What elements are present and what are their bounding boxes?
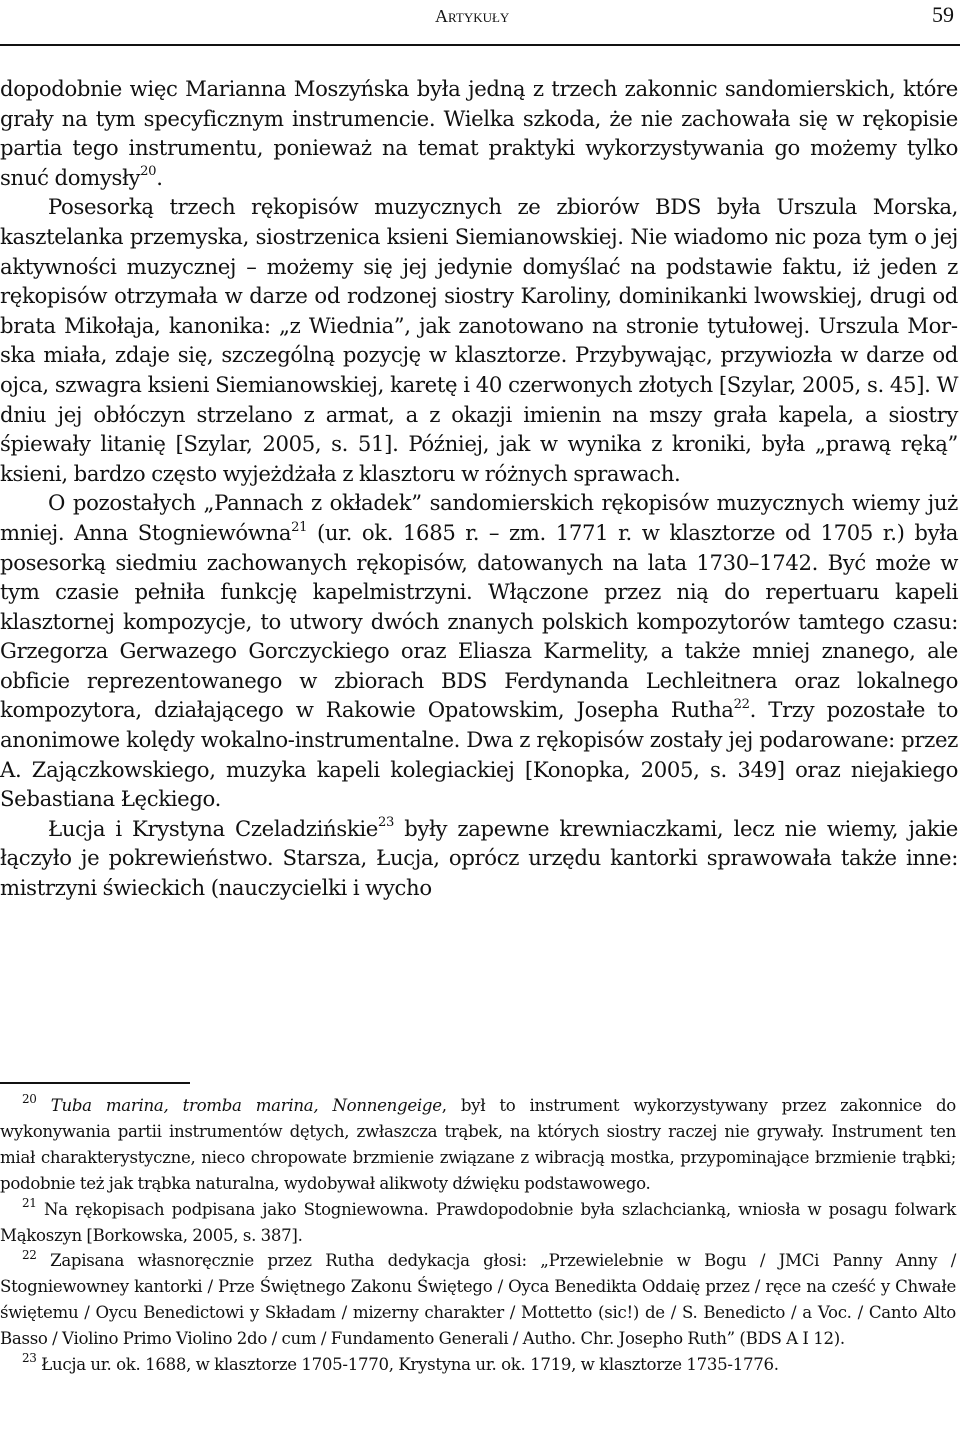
footnote-ref-22: 22: [733, 697, 750, 713]
footnote-ref-21: 21: [291, 519, 308, 535]
paragraph-4-text-b: były zapewne krewniaczkami, lecz nie wiemy, jakie łączyło je pokrewieństwo. Starsza, Łucja, oprócz urzędu kantorki sprawowała także inne: mistrzyni świeckich (nauczycielki i wycho: [0, 815, 958, 901]
running-head: Artykuły: [435, 6, 510, 26]
footnote-rule: [0, 1082, 190, 1084]
footnote-23: [0, 1352, 956, 1378]
paragraph-4: [0, 814, 958, 903]
footnote-21: [0, 1197, 956, 1249]
paragraph-3-text-b: (ur. ok. 1685 r. – zm. 1771 r. w klasztorze od 1705 r.) była posesorką siedmiu zachowanych rękopisów, datowanych na lata 1730–1742. Być może w tym czasie pełniła funkcję kapelmistrzyni. Włączone przez nią do repertuaru kapeli klasztornej kompozycje, to utwory dwóch znanych polskich kompozytorów tamtego czasu: Grzegorza Gerwazego Gorczyckiego oraz Eliasza Karmelity, a także mniej znanego, ale obficie reprezentowanego w zbiorach BDS Ferdynanda Lechleitnera oraz lokalnego kompozytora, działającego w Rakowie Opatowskim, Josepha Rutha: [0, 519, 958, 723]
paragraph-3-text-a: O pozostałych „Pannach z okładek” sandomierskich rękopisów muzycznych wiemy już mniej. Anna Stogniewówna: [0, 490, 958, 545]
body-text: [0, 74, 958, 903]
paragraph-1-end: .: [156, 164, 163, 190]
footnote-ref-20: 20: [140, 164, 157, 180]
paragraph-2: [0, 192, 958, 488]
page-number: 59: [932, 2, 954, 27]
footnote-text: , był to instrument wykorzystywany przez zakonnice do wykonywania partii instrumentów dętych, zwłaszcza trąbek, na których siostry raczej nie grywały. Instrument ten miał charakterystyczne, nieco chropowate brzmienie związane z wibracją mostka, przypominające brzmienie trąbki; podobnie też jak trąbka naturalna, wydobywał alikwoty dźwięku podstawowego.: [0, 1096, 956, 1193]
paragraph-1: [0, 74, 958, 192]
footnote-number: 22: [22, 1247, 37, 1262]
header-rule: [0, 44, 960, 46]
paragraph-3-text-c: . Trzy pozostałe to anonimowe kolędy wokalno-instrumentalne. Dwa z rękopisów zostały jej podarowane: przez A. Zajączkowskiego, muzyka kapeli kolegiackiej [Konopka, 2005, s. 349] oraz niejakiego Sebastiana Łęckiego.: [0, 697, 958, 812]
page-header: [0, 0, 960, 46]
paragraph-1-text: dopodobnie więc Marianna Moszyńska była jedną z trzech zakonnic sandomierskich, które grały na tym specyficznym instrumencie. Wielka szkoda, że nie zachowała się w rękopisie partia tego instrumentu, ponieważ na temat praktyki wykorzystywania go możemy tylko snuć domysły: [0, 76, 958, 190]
footnote-number: 23: [22, 1351, 37, 1366]
footnote-number: 20: [22, 1092, 37, 1107]
footnote-text: Łucja ur. ok. 1688, w klasztorze 1705-1770, Krystyna ur. ok. 1719, w klasztorze 1735-1776.: [41, 1355, 779, 1375]
paragraph-4-text-a: Łucja i Krystyna Czeladzińskie: [48, 815, 378, 841]
paragraph-3: [0, 488, 958, 814]
paragraph-2-text: Posesorką trzech rękopisów muzycznych ze zbiorów BDS była Urszula Morska, kasztelanka przemyska, siostrzenica ksieni Siemianowskiej. Nie wiadomo nic poza tym o jej aktywności muzycznej – możemy się jej jedynie domyślać na podstawie faktu, iż jeden z rękopisów otrzymała w darze od rodzonej siostry Karoliny, dominikanki lwowskiej, drugi od brata Mikołaja, kanonika: „z Wiednia”, jak zanotowano na stronie tytułowej. Urszula Morska miała, zdaje się, szczególną pozycję w klasztorze. Przybywając, przywiozła w darze od ojca, szwagra ksieni Siemianowskiej, karetę i 40 czerwonych złotych [Szylar, 2005, s. 45]. W dniu jej obłóczyn strzelano z armat, a z okazji imienin na mszy grała kapela, a siostry śpiewały litanię [Szylar, 2005, s. 51]. Później, jak w wynika z kroniki, była „prawą ręką” ksieni, bardzo często wyjeżdżała z klasztoru w różnych sprawach.: [0, 194, 958, 486]
footnote-text: Zapisana własnoręcznie przez Rutha dedykacja głosi: „Przewielebnie w Bogu / JMCi Panny Anny / Stogniewowney kantorki / Prze Świętnego Zakonu Świętego / Oyca Benedikta Oddaię przez / ręce na cześć y Chwałe świętemu / Oycu Benedictowi y Składam / mizerny charakter / Mottetto (sic!) de / S. Benedicto / a Voc. / Canto Alto Basso / Violino Primo Violino 2do / cum / Fundamento Generali / Autho. Chr. Josepho Ruth” (BDS A I 12).: [0, 1251, 957, 1349]
footnotes: [0, 1093, 956, 1378]
footnote-text: Na rękopisach podpisana jako Stogniewowna. Prawdopodobnie była szlachcianką, wniosła w posagu folwark Mąkoszyn [Borkowska, 2005, s. 387].: [0, 1199, 956, 1245]
footnote-number: 21: [22, 1195, 37, 1210]
footnote-ref-23: 23: [377, 815, 394, 831]
footnote-italic: Tuba marina, tromba marina, Nonnengeige: [50, 1096, 442, 1115]
footnote-22: [0, 1248, 956, 1352]
footnote-20: [0, 1093, 956, 1197]
